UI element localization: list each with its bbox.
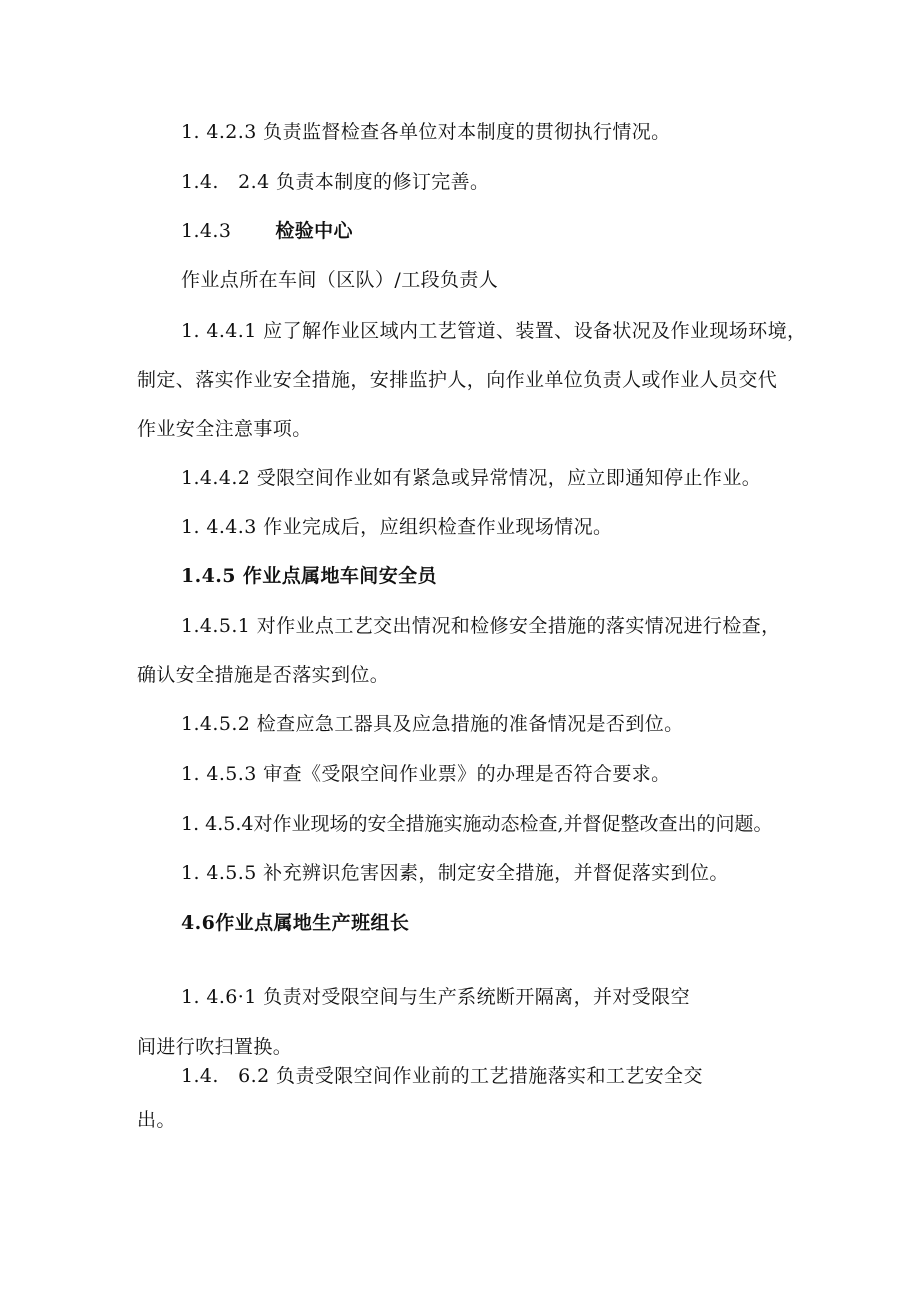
paragraph-number: 1.4.5.2 [181, 713, 251, 735]
paragraph-4-2-3 [181, 120, 671, 144]
paragraph-number: 1.4. 6.2 [181, 1065, 270, 1087]
paragraph-text: 应了解作业区域内工艺管道、装置、设备状况及作业现场环境， [263, 320, 807, 342]
paragraph-1-4-6-2 [181, 1064, 703, 1088]
heading-number: 1.4.3 [181, 220, 232, 242]
paragraph-1-4-6-1 [181, 985, 690, 1009]
paragraph-number: 1.4.5.1 [181, 615, 251, 637]
paragraph-continuation [137, 1035, 292, 1059]
heading-number: 4.6 [181, 912, 216, 934]
heading-text: 作业点属地生产班组长 [215, 912, 410, 934]
paragraph-text: 作业安全注意事项。 [137, 418, 312, 440]
paragraph-1-4-4-1 [181, 319, 806, 343]
paragraph-number: 1. 4.6·1 [181, 986, 257, 1008]
paragraph-text: 制定、落实作业安全措施，安排监护人，向作业单位负责人或作业人员交代 [137, 369, 778, 391]
paragraph-text: 负责对受限空间与生产系统断开隔离，并对受限空 [263, 986, 690, 1008]
paragraph-number: 1.4. 2.4 [181, 171, 270, 193]
paragraph-2-4 [181, 170, 489, 194]
paragraph-1-4-5-3 [181, 762, 671, 786]
paragraph-text: 出。 [137, 1109, 176, 1131]
paragraph-1-4-5-4 [181, 812, 773, 836]
paragraph-number: 1. 4.5.3 [181, 763, 257, 785]
paragraph-text: 负责监督检查各单位对本制度的贯彻执行情况。 [263, 121, 671, 143]
paragraph-text: 作业点所在车间（区队）/工段负责人 [181, 269, 499, 291]
paragraph-number: 1. 4.5.5 [181, 862, 257, 884]
heading-number: 1.4.5 [181, 565, 236, 587]
heading-text: 检验中心 [275, 220, 353, 242]
paragraph-continuation [137, 417, 312, 441]
paragraph-text: 审查《受限空间作业票》的办理是否符合要求。 [263, 763, 671, 785]
paragraph-continuation [137, 663, 389, 687]
paragraph-text: 对作业现场的安全措施实施动态检查,并督促整改查出的问题。 [253, 813, 773, 835]
paragraph-1-4-5-5 [181, 861, 729, 885]
section-heading-4-6 [181, 911, 409, 935]
paragraph-1-4-5-1 [181, 614, 781, 638]
paragraph-number: 1. 4.4.1 [181, 320, 257, 342]
paragraph-text: 确认安全措施是否落实到位。 [137, 664, 390, 686]
paragraph-text: 负责本制度的修订完善。 [276, 171, 490, 193]
paragraph-text: 受限空间作业如有紧急或异常情况，应立即通知停止作业。 [256, 467, 762, 489]
paragraph-text: 作业完成后，应组织检查作业现场情况。 [263, 516, 613, 538]
responsible-person-line [181, 268, 498, 292]
paragraph-text: 补充辨识危害因素，制定安全措施，并督促落实到位。 [263, 862, 729, 884]
paragraph-continuation [137, 1108, 176, 1132]
paragraph-number: 1.4.4.2 [181, 467, 251, 489]
paragraph-number: 1. 4.5.4 [181, 813, 254, 835]
paragraph-1-4-4-3 [181, 515, 612, 539]
paragraph-number: 1. 4.2.3 [181, 121, 257, 143]
paragraph-1-4-5-2 [181, 712, 684, 736]
paragraph-number: 1. 4.4.3 [181, 516, 257, 538]
paragraph-text: 检查应急工器具及应急措施的准备情况是否到位。 [256, 713, 684, 735]
paragraph-1-4-4-2 [181, 466, 761, 490]
paragraph-continuation [137, 368, 777, 392]
heading-text: 作业点属地车间安全员 [242, 565, 437, 587]
section-heading-1-4-3 [181, 219, 353, 243]
section-heading-1-4-5 [181, 564, 437, 588]
paragraph-text: 负责受限空间作业前的工艺措施落实和工艺安全交 [276, 1065, 703, 1087]
paragraph-text: 间进行吹扫置换。 [137, 1036, 293, 1058]
paragraph-text: 对作业点工艺交出情况和检修安全措施的落实情况进行检查， [256, 615, 781, 637]
